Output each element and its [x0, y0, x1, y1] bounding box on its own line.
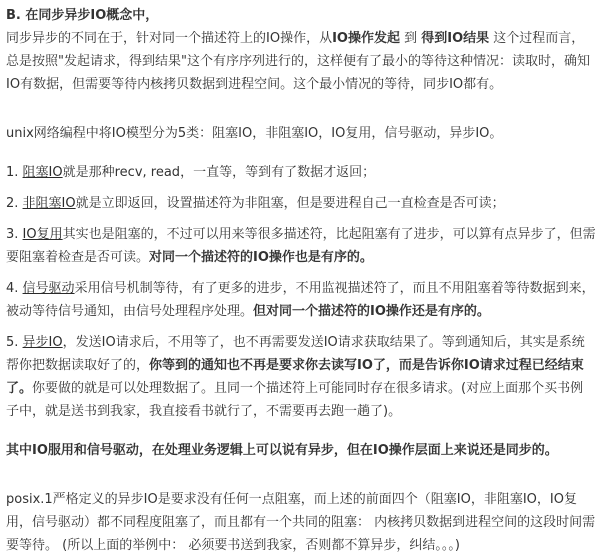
sync-async-paragraph: 同步异步的不同在于，针对同一个描述符上的IO操作，从IO操作发起 到 得到IO结果 这个过程而言，总是按照"发起请求，得到结果"这个有序序列进行的，这样便有了最小的等待这种情况：读取时，确知IO有数据，但需要等待内核拷贝数据到进程空间。这个最小情况的等待，同步IO都有。 [6, 31, 590, 92]
list-item-nonblocking-io: 2. 非阻塞IO就是立即返回，设置描述符为非阻塞，但是要进程自己一直检查是否可读； [6, 196, 505, 211]
posix-paragraph: posix.1严格定义的异步IO是要求没有任何一点阻塞，而上述的前面四个（阻塞IO，非阻塞IO，IO复用，信号驱动）都不同程度阻塞了，而且都有一个共同的阻塞： 内核拷贝数据到进程空间的这段时间需要等待。 (所以上面的举例中： 必须要书送到我家，否则都不算异步，纠结。。。) [6, 492, 596, 553]
summary-paragraph: 其中IO服用和信号驱动，在处理业务逻辑上可以说有异步，但在IO操作层面上来说还是同步的。 [6, 443, 558, 458]
term-nonblocking-io: 非阻塞IO [22, 196, 76, 211]
term-signal-driven: 信号驱动 [22, 281, 75, 296]
list-item-io-multiplexing: 3. IO复用其实也是阻塞的，不过可以用来等很多描述符，比起阻塞有了进步，可以算有点异步了，但需要阻塞着检查是否可读。对同一个描述符的IO操作也是有序的。 [6, 227, 596, 265]
io-result-emphasis: 得到IO结果 [421, 31, 490, 46]
list-item-async-io: 5. 异步IO，发送IO请求后，不用等了，也不再需要发送IO请求获取结果了。等到通知后，其实是系统帮你把数据读取好了的，你等到的通知也不再是要求你去读写IO了，而是告诉你IO请求过程已经结束了。你要做的就是可以处理数据了。且同一个描述符上可能同时存在很多请求。(对应上面那个买书例子中，就是送书到我家，我直接看书就行了，不需要再去跑一趟了)。 [6, 335, 585, 419]
io-start-emphasis: IO操作发起 [332, 31, 400, 46]
term-io-multiplexing: IO复用 [22, 227, 63, 242]
term-blocking-io: 阻塞IO [22, 165, 63, 180]
term-async-io: 异步IO [22, 335, 63, 350]
list-item-signal-driven: 4. 信号驱动采用信号机制等待，有了更多的进步，不用监视描述符了，而且不用阻塞着等待数据到来，被动等待信号通知，由信号处理程序处理。但对同一个描述符的IO操作还是有序的。 [6, 281, 595, 319]
io-models-intro: unix网络编程中将IO模型分为5类：阻塞IO，非阻塞IO，IO复用，信号驱动，异步IO。 [6, 126, 503, 141]
list-item-blocking-io: 1. 阻塞IO就是那种recv, read，一直等，等到有了数据才返回； [6, 165, 376, 180]
section-heading: B. 在同步异步IO概念中， [6, 8, 159, 23]
